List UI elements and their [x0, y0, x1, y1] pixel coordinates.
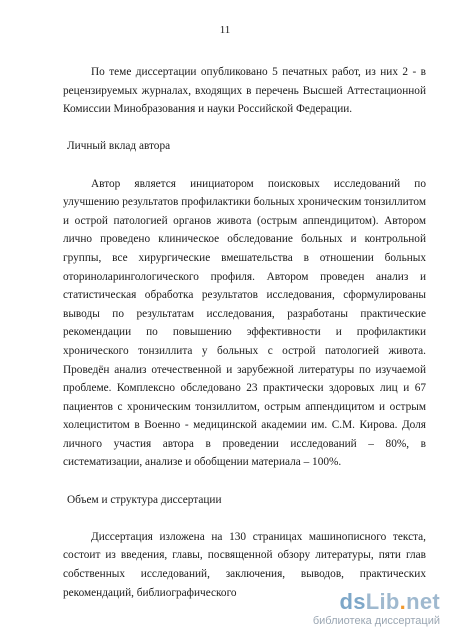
paragraph-author-contribution: Автор является инициатором поисковых исследований по улучшению результатов профилактики больных хроническим тонзиллитом и острой патологией органов живота (острым аппендицитом). Автором лично проведено клиническое обследование больных и контрольной группы, все хирургические вмешательства в отношении больных оториноларингологического профиля. Автором проведен анализ и статистическая обработка результатов исследования, сформулированы выводы по результатам исследования, разработаны практические рекомендации по повышению эффективности и профилактики хронического тонзиллита у больных с острой патологией живота. Проведён анализ отечественной и зарубежной литературы по изучаемой проблеме. Комплексно обследовано 23 практически здоровых лиц и 67 пациентов с хроническим тонзиллитом, острым аппендицитом и острым холециститом в Военно - медицинской академии им. С.М. Кирова. Доля личного участия автора в проведении исследований – 80%, в систематизации, анализе и обобщении материала – 100%. [63, 177, 426, 469]
paragraph-publications: По теме диссертации опубликовано 5 печатных работ, из них 2 - в рецензируемых журналах, входящих в перечень Высшей Аттестационной Комиссии Минобразования и науки Российской Федерации. [63, 66, 426, 116]
dslib-logo: dsLib.net [339, 589, 440, 614]
dslib-watermark[interactable] [300, 589, 440, 631]
heading-author-contribution: Личный вклад автора [67, 140, 171, 153]
heading-structure: Объем и структура диссертации [67, 493, 222, 506]
paragraph-structure: Диссертация изложена на 130 страницах машинописного текста, состоит из введения, главы, посвященной обзору литературы, пяти глав собственных исследований, заключения, выводов, практических рекомендаций, библиографического [63, 530, 426, 599]
page-number: 11 [219, 24, 231, 36]
document-body [63, 63, 426, 602]
dslib-tagline: библиотека диссертаций [312, 615, 440, 627]
